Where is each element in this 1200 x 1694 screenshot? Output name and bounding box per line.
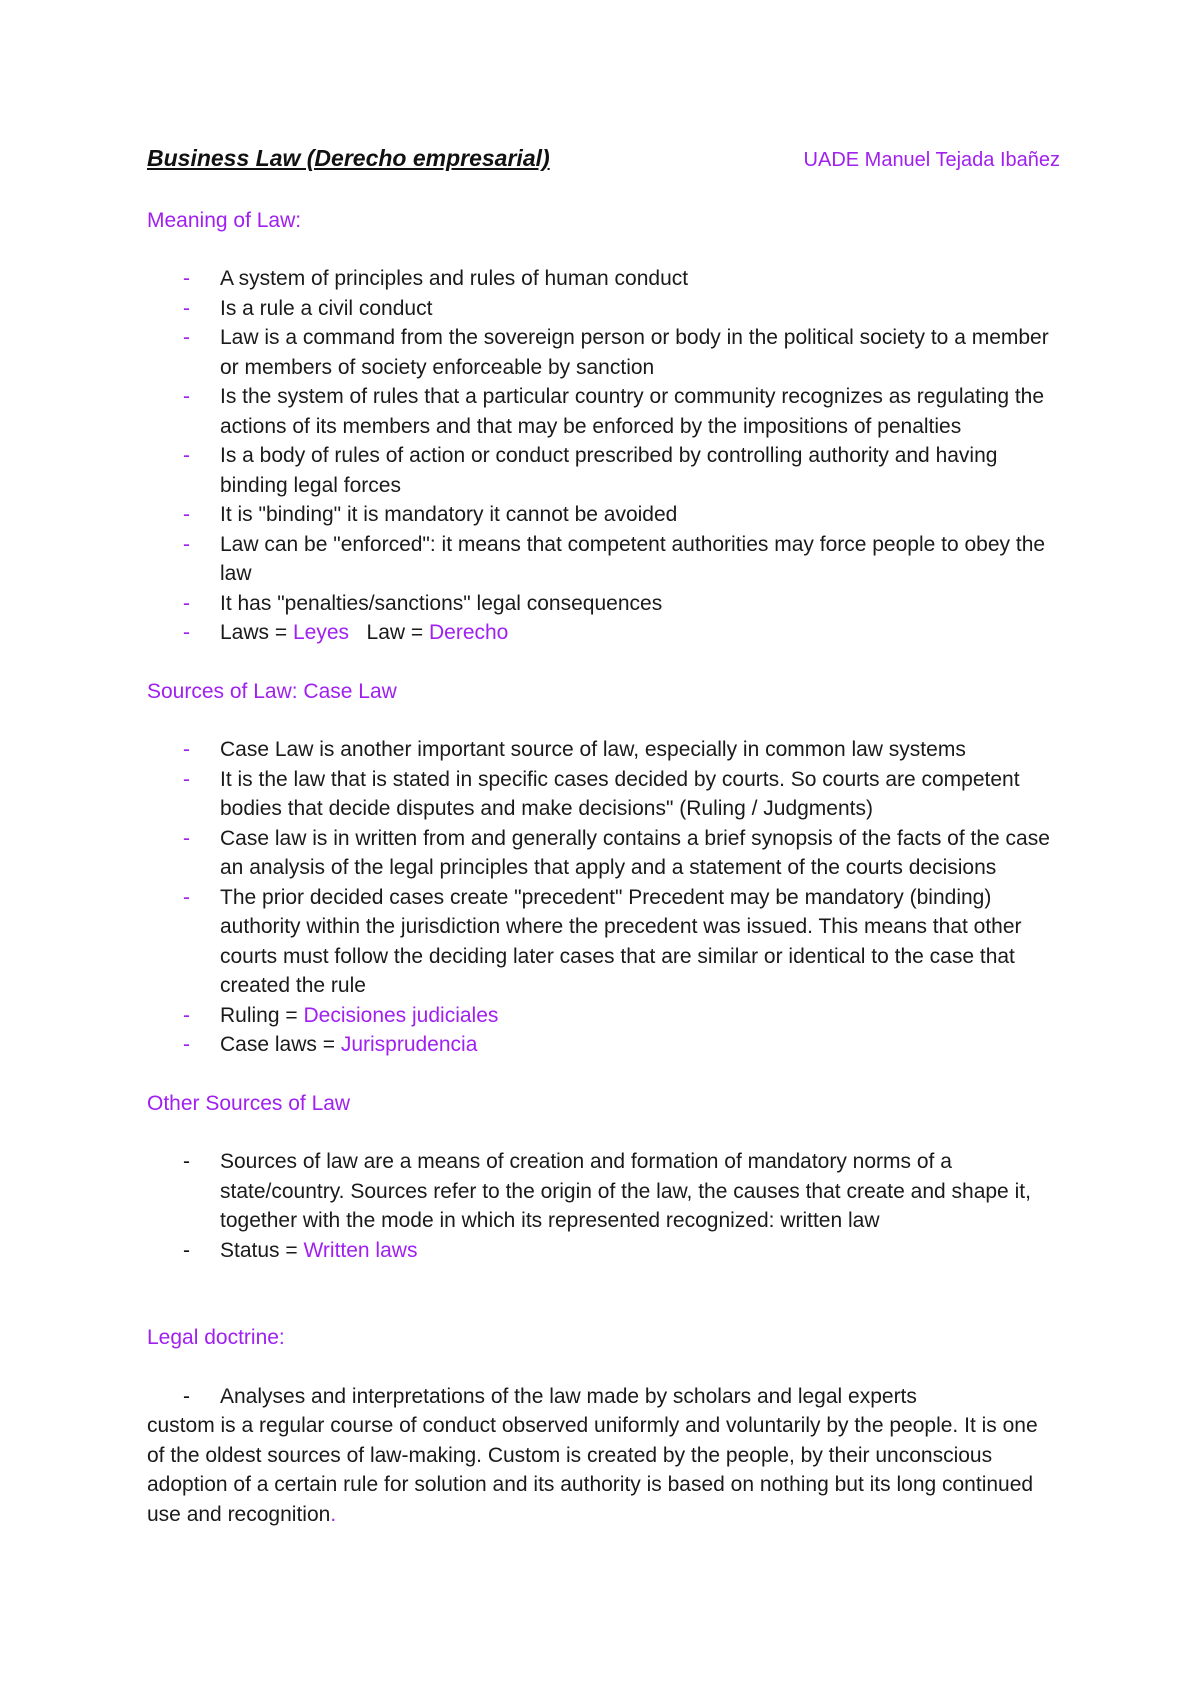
- list-item: - Case Law is another important source of law, especially in common law systems: [147, 735, 1060, 765]
- dash-marker: -: [183, 826, 190, 850]
- dash-marker: -: [183, 1003, 190, 1027]
- list-item-ruling: - Ruling = Decisiones judiciales: [147, 1001, 1060, 1031]
- list-item: - It has "penalties/sanctions" legal consequences: [147, 589, 1060, 619]
- list-item-status: - Status = Written laws: [147, 1236, 1060, 1266]
- list-item: - It is "binding" it is mandatory it cannot be avoided: [147, 500, 1060, 530]
- section-heading: Meaning of Law:: [147, 208, 302, 232]
- list-item: - Is a body of rules of action or conduct prescribed by controlling authority and having binding legal forces: [147, 441, 1060, 500]
- section-heading: Legal doctrine:: [147, 1326, 285, 1349]
- document-header: [147, 144, 1060, 176]
- list-item: - Case law is in written from and generally contains a brief synopsis of the facts of the case an analysis of the legal principles that apply and a statement of the courts decisions: [147, 824, 1060, 883]
- list-item-laws-translation: - Laws = Leyes Law = Derecho: [147, 618, 1060, 648]
- dash-marker: -: [183, 767, 190, 791]
- section-case-law: [147, 677, 1060, 1060]
- list-item: - Law can be "enforced": it means that competent authorities may force people to obey the law: [147, 530, 1060, 589]
- bullet-list: [147, 1382, 1060, 1412]
- list-item-case-laws: - Case laws = Jurisprudencia: [147, 1030, 1060, 1060]
- dash-marker: -: [183, 1033, 190, 1056]
- dash-marker: -: [183, 1384, 190, 1408]
- list-item: - Analyses and interpretations of the law made by scholars and legal experts: [147, 1382, 1060, 1412]
- list-item: - Sources of law are a means of creation and formation of mandatory norms of a state/country. Sources refer to the origin of the law, the causes that create and shape it, together with the mode in which its represented recognized: written law: [147, 1147, 1060, 1236]
- custom-paragraph: custom is a regular course of conduct observed uniformly and voluntarily by the people. It is one of the oldest sources of law-making. Custom is created by the people, by their unconscious adoption of a certain rule for solution and its authority is based on nothing but its long continued use and recognition.: [147, 1414, 1038, 1526]
- bullet-list: [147, 264, 1060, 648]
- dash-marker: -: [183, 885, 190, 909]
- list-item: - Law is a command from the sovereign person or body in the political society to a member or members of society enforceable by sanction: [147, 323, 1060, 382]
- dash-marker: -: [183, 1150, 190, 1173]
- bullet-list: [147, 1147, 1060, 1265]
- dash-marker: -: [183, 591, 190, 615]
- translation-term: Written laws: [303, 1238, 418, 1262]
- section-meaning-of-law: [147, 206, 1060, 648]
- section-other-sources: [147, 1089, 1060, 1266]
- dash-marker: -: [183, 326, 190, 349]
- translation-term: Leyes: [292, 621, 350, 644]
- list-item: - Is the system of rules that a particular country or community recognizes as regulating the actions of its members and that may be enforced by the impositions of penalties: [147, 382, 1060, 441]
- document-title: Business Law (Derecho empresarial): [147, 145, 550, 171]
- document-author: UADE Manuel Tejada Ibañez: [803, 149, 1060, 171]
- dash-marker: -: [183, 1238, 190, 1262]
- dash-marker: -: [183, 738, 190, 761]
- translation-term: Decisiones judiciales: [303, 1003, 499, 1027]
- list-item: - It is the law that is stated in specific cases decided by courts. So courts are competent bodies that decide disputes and make decisions" (Ruling / Judgments): [147, 765, 1060, 824]
- dash-marker: -: [183, 296, 190, 320]
- list-item: - Is a rule a civil conduct: [147, 294, 1060, 324]
- dash-marker: -: [183, 267, 190, 290]
- section-legal-doctrine: [147, 1323, 1060, 1529]
- dash-marker: -: [183, 385, 190, 408]
- dash-marker: -: [183, 444, 190, 467]
- translation-term: Jurisprudencia: [340, 1033, 478, 1056]
- bullet-list: [147, 735, 1060, 1060]
- translation-term: Derecho: [428, 621, 509, 644]
- list-item: - The prior decided cases create "precedent" Precedent may be mandatory (binding) authority within the jurisdiction where the precedent was issued. This means that other courts must follow the deciding later cases that are similar or identical to the case that created the rule: [147, 883, 1060, 1001]
- dash-marker: -: [183, 503, 190, 526]
- dash-marker: -: [183, 621, 190, 644]
- list-item: - A system of principles and rules of human conduct: [147, 264, 1060, 294]
- section-heading: Other Sources of Law: [147, 1091, 351, 1115]
- dash-marker: -: [183, 532, 190, 556]
- section-heading: Sources of Law: Case Law: [147, 679, 397, 703]
